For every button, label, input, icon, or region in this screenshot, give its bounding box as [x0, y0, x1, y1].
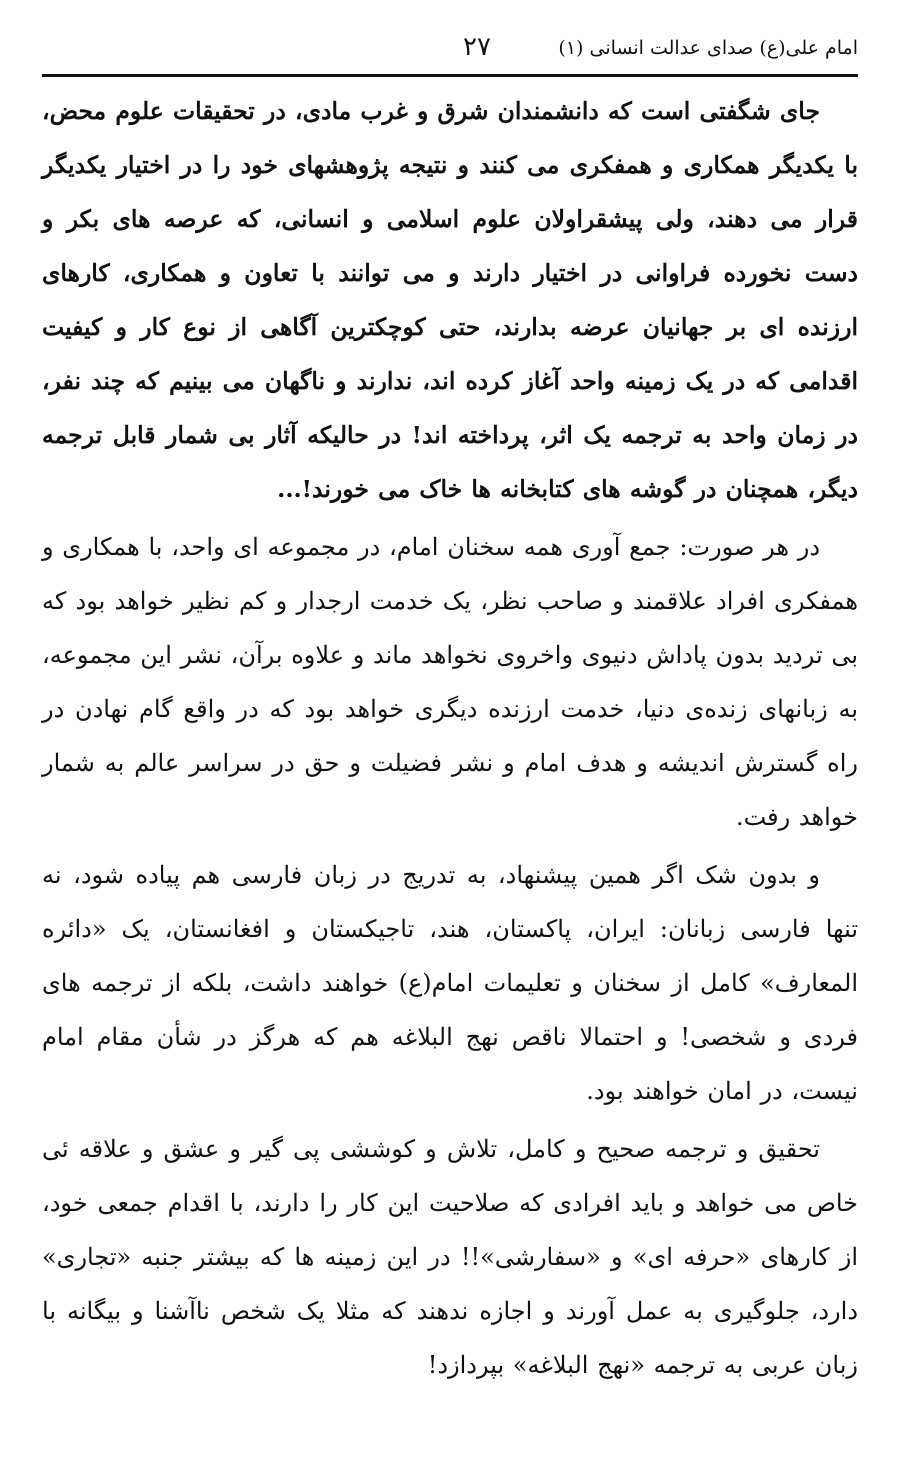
paragraph-1: جای شگفتی است که دانشمندان شرق و غرب مادی، در تحقیقات علوم محض، با یکدیگر همکاری و همفکری می کنند و نتیجه پژوهشهای خود را در اختیار یکدیگر قرار می دهند، ولی پیشقراولان علوم اسلامی و انسانی، که عرصه های بکر و دست نخورده فراوانی در اختیار دارند و می توانند با تعاون و همکاری، کارهای ارزنده ای بر جهانیان عرضه بدارند، حتی کوچکترین آگاهی از نوع کار و کیفیت اقدامی که در یک زمینه واحد آغاز کرده اند، ندارند و ناگهان می بینیم که چند نفر، در زمان واحد به ترجمه یک اثر، پرداخته اند! در حالیکه آثار بی شمار قابل ترجمه دیگر، همچنان در گوشه های کتابخانه ها خاک می خورند!...	[42, 97, 858, 503]
page-body	[42, 84, 858, 1392]
paragraph-4: تحقیق و ترجمه صحیح و کامل، تلاش و کوششی پی گیر و عشق و علاقه ئی خاص می خواهد و باید افرادی که صلاحیت این کار را دارند، با اقدام جمعی خود، از کارهای «حرفه ای» و «سفارشی»!! در این زمینه ها که بیشتر جنبه «تجاری» دارد، جلوگیری به عمل آورند و اجازه ندهند که مثلا یک شخص ناآشنا و بیگانه با زبان عربی به ترجمه «نهج البلاغه» بپردازد!	[42, 1135, 859, 1379]
page-number: ۲۷	[463, 32, 491, 62]
paragraph-2: در هر صورت: جمع آوری همه سخنان امام، در مجموعه ای واحد، با همکاری و همفکری افراد علاقمند و صاحب نظر، یک خدمت ارجدار و کم نظیر خواهد بود که بی تردید بدون پاداش دنیوی واخروی نخواهد ماند و علاوه برآن، نشر این مجموعه، به زبانهای زنده‌ی دنیا، خدمت ارزنده دیگری خواهد بود که در واقع گام نهادن در راه گسترش اندیشه و هدف امام و نشر فضیلت و حق در سراسر عالم به شمار خواهد رفت.	[42, 533, 858, 831]
paragraph-3: و بدون شک اگر همین پیشنهاد، به تدریج در زبان فارسی هم پیاده شود، نه تنها فارسی زبانان: ایران، پاکستان، هند، تاجیکستان و افغانستان، یک «دائره المعارف» کامل از سخنان و تعلیمات امام(ع) خواهند داشت، بلکه از ترجمه های فردی و شخصی! و احتمالا ناقص نهج البلاغه هم که هرگز در شأن مقام امام نیست، در امان خواهند بود.	[42, 861, 858, 1105]
running-title: امام علی(ع) صدای عدالت انسانی (۱)	[558, 37, 858, 59]
page-header	[42, 18, 858, 77]
